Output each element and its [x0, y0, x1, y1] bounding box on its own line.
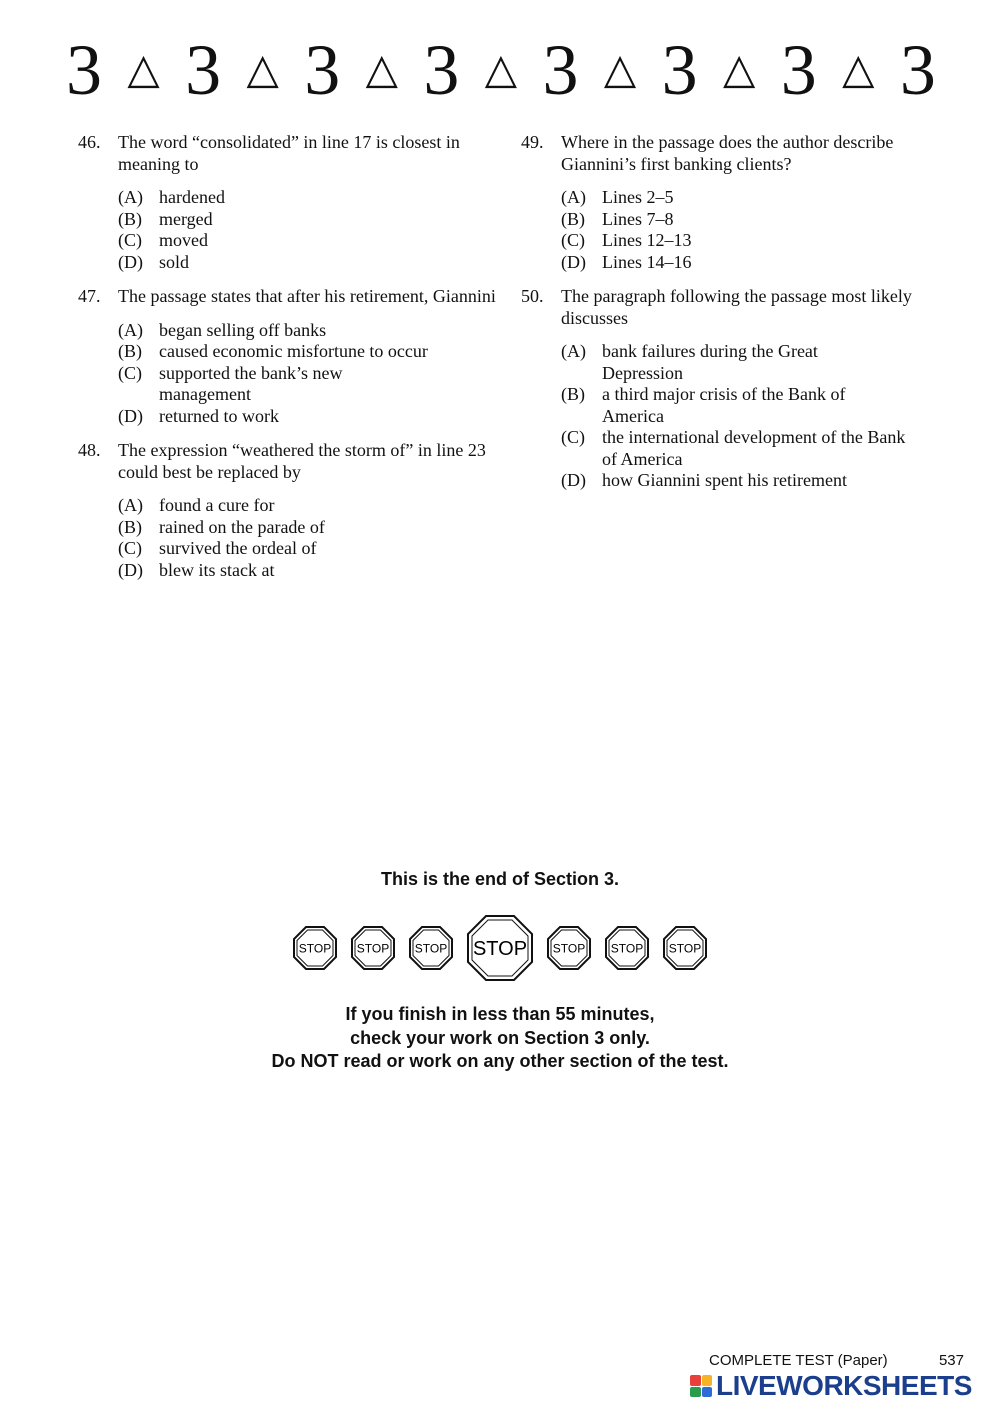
answer-option[interactable] — [118, 363, 498, 406]
answer-option[interactable] — [118, 560, 498, 582]
answer-option[interactable] — [561, 384, 941, 427]
liveworksheets-brand[interactable] — [690, 1370, 990, 1402]
question-number: 48. — [78, 440, 101, 460]
option-letter: (C) — [118, 538, 142, 558]
stop-sign-label: STOP — [472, 938, 528, 960]
answer-option[interactable] — [118, 517, 498, 539]
answer-option[interactable] — [561, 470, 941, 492]
page-number: 537 — [938, 1352, 964, 1369]
section-numeral: 3 — [542, 30, 579, 110]
question-50 — [521, 286, 941, 492]
stop-sign-label: STOP — [298, 941, 332, 956]
answer-option[interactable] — [118, 187, 498, 209]
question-48 — [78, 440, 498, 581]
answer-options — [561, 341, 941, 492]
answer-option[interactable] — [561, 230, 941, 252]
option-letter: (A) — [118, 495, 143, 515]
stop-sign-icon — [350, 925, 396, 971]
page-footer — [709, 1352, 964, 1369]
option-text: survived the ordeal of — [159, 538, 317, 558]
option-text: Lines 7–8 — [602, 208, 674, 229]
logo-square — [690, 1387, 701, 1398]
question-stem: The word “consolidated” in line 17 is closest in meaning to — [118, 132, 460, 174]
answer-option[interactable] — [118, 252, 498, 274]
question-number: 47. — [78, 286, 101, 306]
option-text: bank failures during the Great Depression — [602, 341, 818, 383]
option-text: Lines 12–13 — [602, 230, 692, 250]
stop-sign-icon — [292, 925, 338, 971]
answer-option[interactable] — [561, 187, 941, 209]
option-letter: (B) — [561, 384, 585, 404]
answer-option[interactable] — [118, 538, 498, 560]
section-numeral: 3 — [185, 30, 222, 110]
answer-option[interactable] — [118, 495, 498, 517]
triangle-icon: △ — [842, 47, 875, 93]
option-letter: (B) — [118, 208, 142, 229]
question-49 — [521, 132, 941, 273]
instruction-line: check your work on Section 3 only. — [350, 1027, 650, 1048]
option-text: merged — [159, 208, 213, 229]
option-letter: (C) — [561, 427, 585, 447]
option-letter: (D) — [561, 470, 586, 490]
option-text: Lines 14–16 — [602, 251, 692, 272]
option-text: the international development of the Bank of America — [602, 427, 906, 469]
left-question-column — [78, 132, 498, 594]
section-numeral: 3 — [423, 30, 460, 110]
option-text: sold — [159, 251, 190, 272]
stop-sign-label: STOP — [356, 941, 390, 956]
stop-sign-row — [0, 914, 1000, 982]
triangle-icon: △ — [723, 47, 756, 93]
question-47 — [78, 286, 498, 427]
answer-option[interactable] — [561, 427, 941, 470]
stop-sign-label: STOP — [610, 941, 644, 956]
option-text: supported the bank’s new management — [159, 362, 343, 404]
option-letter: (A) — [118, 187, 143, 207]
right-question-column — [521, 132, 941, 505]
triangle-icon: △ — [246, 47, 279, 93]
answer-option[interactable] — [118, 406, 498, 428]
option-text: blew its stack at — [159, 559, 275, 580]
answer-option[interactable] — [561, 209, 941, 231]
section-numeral: 3 — [780, 30, 817, 110]
option-letter: (C) — [118, 362, 142, 383]
question-stem: Where in the passage does the author describe Giannini’s first banking clients? — [561, 132, 894, 174]
option-letter: (C) — [561, 230, 585, 250]
stop-sign-icon — [408, 925, 454, 971]
stop-sign-label: STOP — [414, 941, 448, 956]
option-text: moved — [159, 230, 208, 250]
instruction-line: Do NOT read or work on any other section of the test. — [271, 1051, 729, 1071]
question-stem: The passage states that after his retirement, Giannini — [118, 286, 496, 306]
answer-option[interactable] — [118, 320, 498, 342]
option-letter: (B) — [561, 208, 585, 229]
option-letter: (B) — [118, 341, 142, 361]
option-letter: (A) — [561, 187, 586, 207]
triangle-icon: △ — [365, 47, 398, 93]
option-letter: (C) — [118, 230, 142, 250]
brand-name: LIVEWORKSHEETS — [716, 1370, 972, 1401]
section-numeral: 3 — [661, 30, 698, 110]
final-instructions — [0, 1003, 1000, 1074]
section-header-band — [66, 30, 936, 110]
option-text: found a cure for — [159, 495, 275, 515]
section-numeral: 3 — [66, 30, 102, 110]
option-letter: (A) — [118, 319, 143, 340]
option-text: caused economic misfortune to occur — [159, 341, 428, 361]
liveworksheets-logo-icon — [690, 1375, 712, 1397]
stop-sign-label: STOP — [668, 941, 702, 956]
triangle-icon: △ — [127, 47, 160, 93]
answer-options — [118, 495, 498, 581]
question-stem: The expression “weathered the storm of” in line 23 could best be replaced by — [118, 440, 486, 482]
stop-sign-label: STOP — [552, 941, 586, 956]
answer-option[interactable] — [118, 209, 498, 231]
answer-option[interactable] — [118, 230, 498, 252]
triangle-icon: △ — [603, 47, 637, 93]
answer-options — [118, 187, 498, 273]
stop-sign-large-icon — [466, 914, 534, 982]
instruction-line: If you finish in less than 55 minutes, — [345, 1004, 655, 1024]
answer-option[interactable] — [118, 341, 498, 363]
logo-square — [702, 1375, 713, 1386]
answer-options — [118, 320, 498, 428]
option-text: rained on the parade of — [159, 516, 325, 537]
option-letter: (B) — [118, 516, 142, 537]
section-numeral: 3 — [899, 30, 936, 110]
option-letter: (D) — [118, 559, 143, 580]
triangle-icon: △ — [484, 47, 518, 93]
option-letter: (D) — [561, 251, 586, 272]
stop-sign-icon — [546, 925, 592, 971]
question-number: 49. — [521, 132, 544, 152]
logo-square — [690, 1375, 701, 1386]
option-text: how Giannini spent his retirement — [602, 470, 847, 490]
answer-option[interactable] — [561, 252, 941, 274]
section-numeral: 3 — [304, 30, 341, 110]
question-number: 46. — [78, 132, 101, 152]
question-number: 50. — [521, 286, 544, 306]
answer-options — [561, 187, 941, 273]
stop-sign-icon — [604, 925, 650, 971]
logo-square — [702, 1387, 713, 1398]
question-46 — [78, 132, 498, 273]
option-letter: (A) — [561, 341, 586, 361]
question-stem: The paragraph following the passage most likely discusses — [561, 286, 912, 328]
option-text: hardened — [159, 187, 225, 207]
option-text: began selling off banks — [159, 319, 327, 340]
footer-label: COMPLETE TEST (Paper) — [709, 1352, 888, 1369]
option-text: returned to work — [159, 405, 279, 426]
option-letter: (D) — [118, 405, 143, 426]
answer-option[interactable] — [561, 341, 941, 384]
end-of-section-title: This is the end of Section 3. — [380, 869, 620, 889]
option-text: a third major crisis of the Bank of America — [602, 384, 846, 426]
stop-sign-icon — [662, 925, 708, 971]
option-letter: (D) — [118, 251, 143, 272]
option-text: Lines 2–5 — [602, 187, 674, 207]
